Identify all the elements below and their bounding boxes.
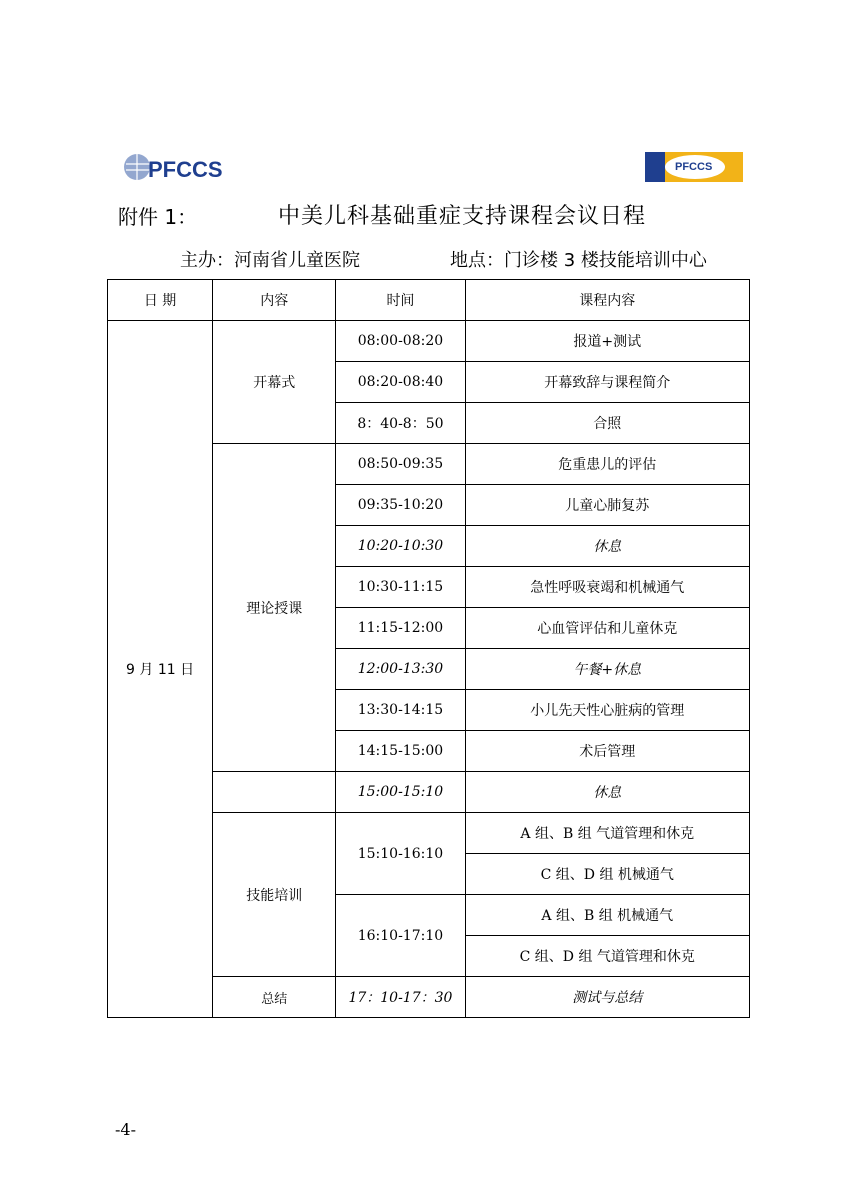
time-cell: 11:15-12:00 — [336, 608, 465, 649]
table-row — [108, 321, 750, 362]
course-cell: C 组、D 组 气道管理和休克 — [465, 936, 749, 977]
course-cell: 危重患儿的评估 — [465, 444, 749, 485]
svg-text:PFCCS: PFCCS — [148, 157, 223, 182]
time-cell: 08:50-09:35 — [336, 444, 465, 485]
time-cell: 08:00-08:20 — [336, 321, 465, 362]
time-cell: 8：40-8：50 — [336, 403, 465, 444]
column-header-course: 课程内容 — [465, 280, 749, 321]
course-cell: 报道+测试 — [465, 321, 749, 362]
pfccs-logo-left — [122, 152, 252, 182]
break-time-cell: 12:00-13:30 — [336, 649, 465, 690]
time-cell: 14:15-15:00 — [336, 731, 465, 772]
section-skills: 技能培训 — [213, 813, 336, 977]
svg-text:PFCCS: PFCCS — [675, 161, 713, 173]
time-cell: 09:35-10:20 — [336, 485, 465, 526]
table-header-row — [108, 280, 750, 321]
course-cell: A 组、B 组 气道管理和休克 — [465, 813, 749, 854]
pfccs-logo-right — [645, 152, 743, 182]
break-course-cell: 午餐+休息 — [465, 649, 749, 690]
course-cell: 急性呼吸衰竭和机械通气 — [465, 567, 749, 608]
course-cell: 儿童心肺复苏 — [465, 485, 749, 526]
course-cell: A 组、B 组 机械通气 — [465, 895, 749, 936]
column-header-time: 时间 — [336, 280, 465, 321]
course-cell: 术后管理 — [465, 731, 749, 772]
section-theory: 理论授课 — [213, 444, 336, 772]
section-opening: 开幕式 — [213, 321, 336, 444]
section-summary: 总结 — [213, 977, 336, 1018]
time-cell: 15:10-16:10 — [336, 813, 465, 895]
break-course-cell: 休息 — [465, 526, 749, 567]
break-course-cell: 测试与总结 — [465, 977, 749, 1018]
time-cell: 10:30-11:15 — [336, 567, 465, 608]
page-title: 中美儿科基础重症支持课程会议日程 — [278, 204, 647, 229]
page-number: -4- — [115, 1120, 136, 1139]
annex-label: 附件 1： — [118, 205, 198, 229]
break-time-cell: 15:00-15:10 — [336, 772, 465, 813]
location-line: 地点：门诊楼 3 楼技能培训中心 — [450, 250, 707, 271]
break-time-cell: 10:20-10:30 — [336, 526, 465, 567]
course-cell: 开幕致辞与课程简介 — [465, 362, 749, 403]
column-header-content: 内容 — [213, 280, 336, 321]
course-cell: 心血管评估和儿童休克 — [465, 608, 749, 649]
column-header-date: 日 期 — [108, 280, 213, 321]
host-line: 主办：河南省儿童医院 — [180, 250, 360, 271]
break-course-cell: 休息 — [465, 772, 749, 813]
time-cell: 16:10-17:10 — [336, 895, 465, 977]
schedule-table — [107, 279, 750, 1018]
course-cell: C 组、D 组 机械通气 — [465, 854, 749, 895]
break-time-cell: 17：10-17：30 — [336, 977, 465, 1018]
course-cell: 合照 — [465, 403, 749, 444]
time-cell: 08:20-08:40 — [336, 362, 465, 403]
date-cell: 9 月 11 日 — [108, 321, 213, 1018]
time-cell: 13:30-14:15 — [336, 690, 465, 731]
course-cell: 小儿先天性心脏病的管理 — [465, 690, 749, 731]
empty-section-cell — [213, 772, 336, 813]
